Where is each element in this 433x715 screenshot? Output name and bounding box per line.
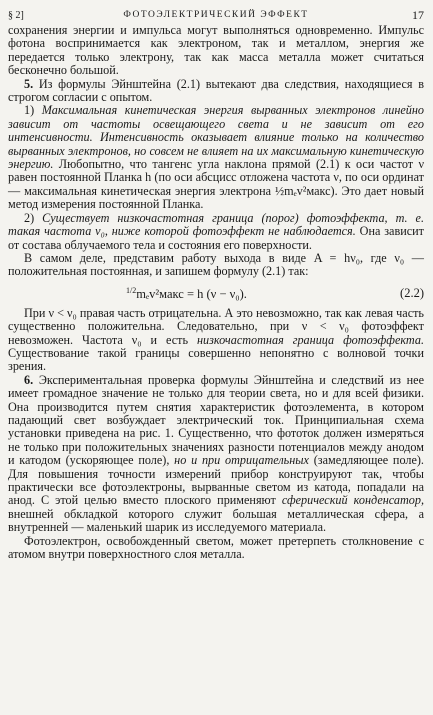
running-title: ФОТОЭЛЕКТРИЧЕСКИЙ ЭФФЕКТ bbox=[123, 10, 309, 20]
text-run: но и при отрицательных bbox=[174, 453, 309, 468]
text-run: Любопытно, что тангенс угла наклона прямой (2.1) к оси частот ν равен постоянной Планка h (по оси абсцисс отложена частота ν, по оси ординат — максимальная кинетическая энергия электрона ½mₑv²макс). Это дает новый метод измерения постоянной Планка. bbox=[8, 157, 424, 212]
paragraph bbox=[8, 78, 424, 105]
equation-2-2 bbox=[8, 281, 424, 305]
paragraph bbox=[8, 104, 424, 211]
paragraph bbox=[8, 535, 424, 562]
text-run: 2) bbox=[24, 210, 43, 225]
text-run: Фотоэлектрон, освобожденный светом, может претерпеть столкновение с атомом внутри поверхностного слоя металла. bbox=[8, 533, 424, 562]
text-run: Она зависит от состава облучаемого тела и состояния его поверхности. bbox=[8, 224, 424, 252]
equation-coefficient: 1/2 bbox=[126, 285, 137, 295]
paragraph bbox=[8, 212, 424, 252]
text-block-before-formula bbox=[8, 24, 424, 279]
equation-rhs: = h (ν − ν₀). bbox=[186, 286, 247, 301]
text-run: 5. bbox=[24, 76, 34, 91]
section-marker: § 2] bbox=[8, 10, 24, 21]
equation-expression bbox=[126, 286, 247, 302]
text-run: сферический конденсатор, bbox=[281, 493, 424, 508]
text-run: Максимальная кинетическая энергия вырванных электронов линейно зависит от частоты освещающего света и не зависит от его интенсивности. Интенсивность оказывает влияние только на количество вырванных электронов, но совсем не влияет на их максимальную кинетическую энергию. bbox=[8, 103, 425, 172]
running-header bbox=[8, 6, 424, 24]
paragraph bbox=[8, 374, 424, 535]
text-run: В самом деле, представим работу выхода в виде A = hν₀, где ν₀ — положительная постоянная, и запишем формулу (2.1) так: bbox=[8, 250, 424, 279]
text-run: низкочастотная граница фотоэффекта. bbox=[197, 332, 424, 347]
text-run: внешней обкладкой которого служит большая металлическая сфера, а внутренней — маленький шарик из исследуемого материала. bbox=[8, 506, 424, 535]
paragraph bbox=[8, 24, 424, 78]
text-run: Экспериментальная проверка формулы Эйнштейна и следствий из нее имеет громадное значение не только для теории света, но и для всей физики. Она производится путем снятия характеристик фотоэлемента, в котором падающий свет возбуждает электрический ток. Принципиальная схема установки приведена на рис. 1. Существенно, что фототок должен измеряться не только при положительных значениях разности потенциалов между анодом и катодом (ускоряющее поле), bbox=[8, 372, 424, 468]
text-run: Из формулы Эйнштейна (2.1) вытекают два следствия, находящиеся в строгом согласии с опытом. bbox=[8, 76, 424, 105]
paragraph bbox=[8, 307, 424, 374]
text-run: 1) bbox=[24, 103, 42, 118]
text-run: Существование такой границы совершенно непонятно с волновой точки зрения. bbox=[8, 345, 424, 374]
text-run: 6. bbox=[24, 372, 34, 387]
text-run: Существует низкочастотная граница (порог) фотоэффекта, т. е. такая частота ν₀, ниже которой фотоэффект не наблюдается. bbox=[8, 210, 424, 239]
page-body bbox=[8, 24, 424, 561]
page-number: 17 bbox=[412, 8, 424, 22]
text-block-after-formula bbox=[8, 307, 424, 562]
text-run: сохранения энергии и импульса могут выполняться одновременно. Импульс фотона воспринимается как электроном, так и металлом, энергия же передается только электрону, так как масса металла может считаться бесконечно большой. bbox=[8, 23, 424, 78]
text-run: При ν < ν₀ правая часть отрицательна. А это невозможно, так как левая часть существенно положительна. Следовательно, при ν < ν₀ фотоэффект невозможен. Частота ν₀ и есть bbox=[8, 305, 424, 347]
paragraph bbox=[8, 252, 424, 279]
equation-number: (2.2) bbox=[400, 285, 424, 300]
text-run: (замедляющее поле). Для повышения точности измерений прибор конструируют так, чтобы практически все фотоэлектроны, вырванные светом из катода, попадали на анод. С этой целью вместо плоского применяют bbox=[8, 453, 424, 508]
equation-lhs: mₑv²макс bbox=[136, 286, 184, 301]
